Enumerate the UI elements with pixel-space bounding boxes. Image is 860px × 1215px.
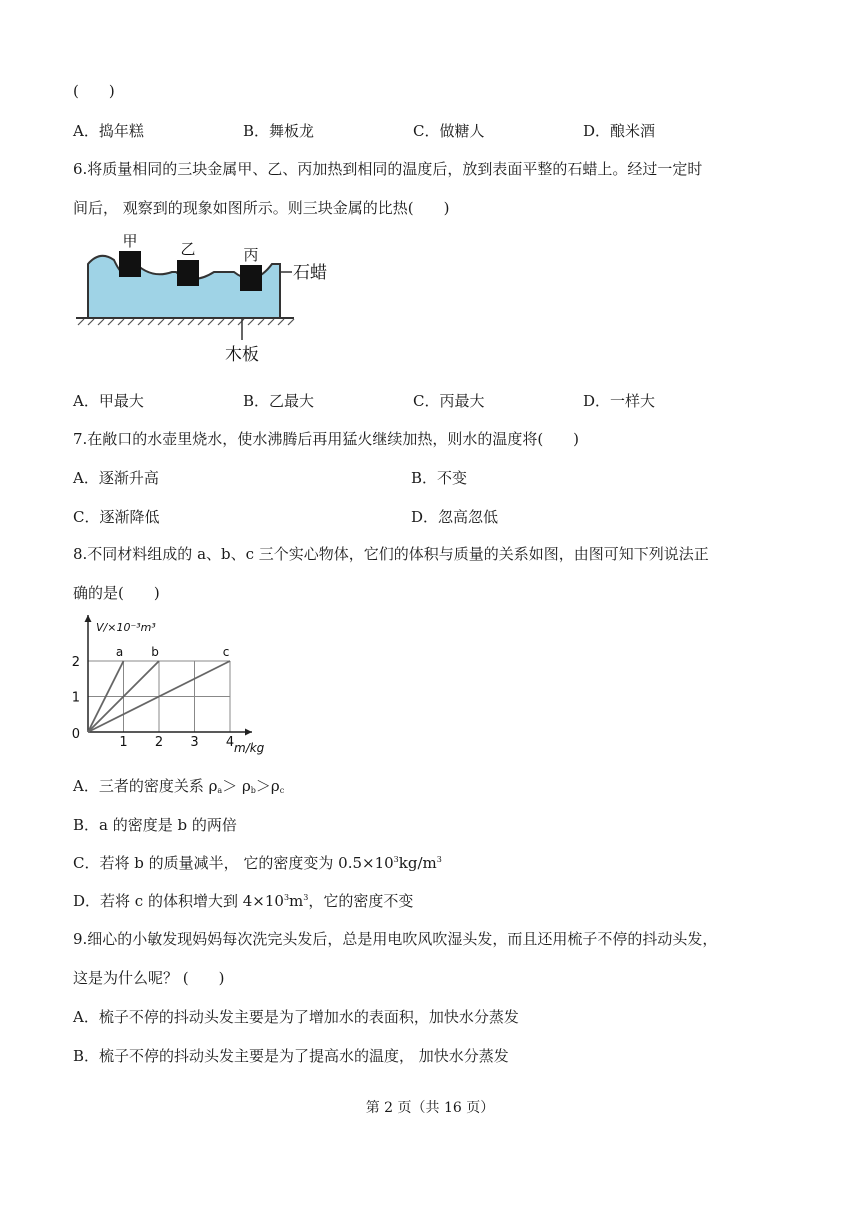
option-b[interactable]: B．梳子不停的抖动头发主要是为了提高水的温度， 加快水分蒸发 <box>73 1047 509 1065</box>
metal-block-bing <box>240 265 262 291</box>
option-b[interactable]: B．a 的密度是 b 的两倍 <box>73 816 237 834</box>
option-a[interactable]: A．三者的密度关系 $\rho_a> \rho_b>\rho_c$ <box>73 777 285 795</box>
option-b[interactable]: B．乙最大 <box>243 392 315 410</box>
option-d[interactable]: D．酿米酒 <box>583 122 656 140</box>
question-9-text-line1: 9.细心的小敏发现妈妈每次洗完头发后，总是用电吹风吹湿头发，而且还用梳子不停的抖动头发， <box>73 930 718 948</box>
origin-label: 0 <box>71 727 80 742</box>
board-hatch <box>78 319 294 325</box>
option-b[interactable]: B．舞板龙 <box>243 122 315 140</box>
question-8-text-line2: 确的是( ) <box>73 584 160 602</box>
page-footer: 第 2 页（共 16 页） <box>365 1100 495 1116</box>
question-5-options <box>73 120 793 141</box>
option-c[interactable]: C．逐渐降低 <box>73 508 160 526</box>
series-label-a: a <box>115 645 124 659</box>
question-6-options <box>73 390 793 411</box>
series-label-c: c <box>222 645 230 659</box>
x-axis-arrow <box>245 729 252 736</box>
option-c[interactable]: C．做糖人 <box>413 122 485 140</box>
chart-text <box>72 621 265 755</box>
option-d[interactable]: D．一样大 <box>583 392 656 410</box>
option-a[interactable]: A．逐渐升高 <box>73 469 159 487</box>
option-c[interactable]: C．丙最大 <box>413 392 485 410</box>
question-5-paren: ( ) <box>73 82 115 100</box>
volume-mass-chart <box>70 612 290 762</box>
x-tick-label: 2 <box>154 735 164 750</box>
option-a[interactable]: A．捣年糕 <box>73 122 144 140</box>
y-tick-label: 2 <box>71 655 80 670</box>
question-8-text-line1: 8.不同材料组成的 a、b、c 三个实心物体，它们的体积与质量的关系如图，由图可知下列说法正 <box>73 545 709 563</box>
label-yi: 乙 <box>180 240 196 258</box>
option-c[interactable]: C．若将 b 的质量减半， 它的密度变为 $0.5\times 10^3kg/m^3$ <box>73 854 442 872</box>
x-axis-label: m/kg <box>234 741 265 755</box>
question-9-text-line2: 这是为什么呢？ ( ) <box>73 969 225 987</box>
metal-block-jia <box>119 251 141 277</box>
board-label: 木板 <box>225 345 259 365</box>
question-6-text-line1: 6.将质量相同的三块金属甲、乙、丙加热到相同的温度后，放到表面平整的石蜡上。经过一定时 <box>73 160 703 178</box>
series-label-b: b <box>151 645 159 659</box>
x-tick-label: 3 <box>190 735 199 750</box>
option-b[interactable]: B．不变 <box>411 469 468 487</box>
option-d[interactable]: D．忽高忽低 <box>411 508 499 526</box>
option-d[interactable]: D．若将 c 的体积增大到 $4\times 10^3m^3$，它的密度不变 <box>73 892 414 910</box>
label-jia: 甲 <box>122 232 138 250</box>
x-tick-label: 1 <box>119 735 128 750</box>
option-a[interactable]: A．梳子不停的抖动头发主要是为了增加水的表面积，加快水分蒸发 <box>73 1008 519 1026</box>
wax-figure <box>74 230 334 370</box>
label-bing: 丙 <box>243 246 259 264</box>
x-tick-label: 4 <box>225 735 235 750</box>
question-6-text-line2: 间后， 观察到的现象如图所示。则三块金属的比热( ) <box>73 199 450 217</box>
option-a[interactable]: A．甲最大 <box>73 392 144 410</box>
y-axis-label: V/×10⁻³m³ <box>96 621 156 634</box>
metal-block-yi <box>177 260 199 286</box>
question-7-text: 7.在敞口的水壶里烧水，使水沸腾后再用猛火继续加热，则水的温度将( ) <box>73 430 580 448</box>
wax-label: 石蜡 <box>293 263 327 283</box>
y-axis-arrow <box>85 615 92 622</box>
y-tick-label: 1 <box>71 690 80 706</box>
